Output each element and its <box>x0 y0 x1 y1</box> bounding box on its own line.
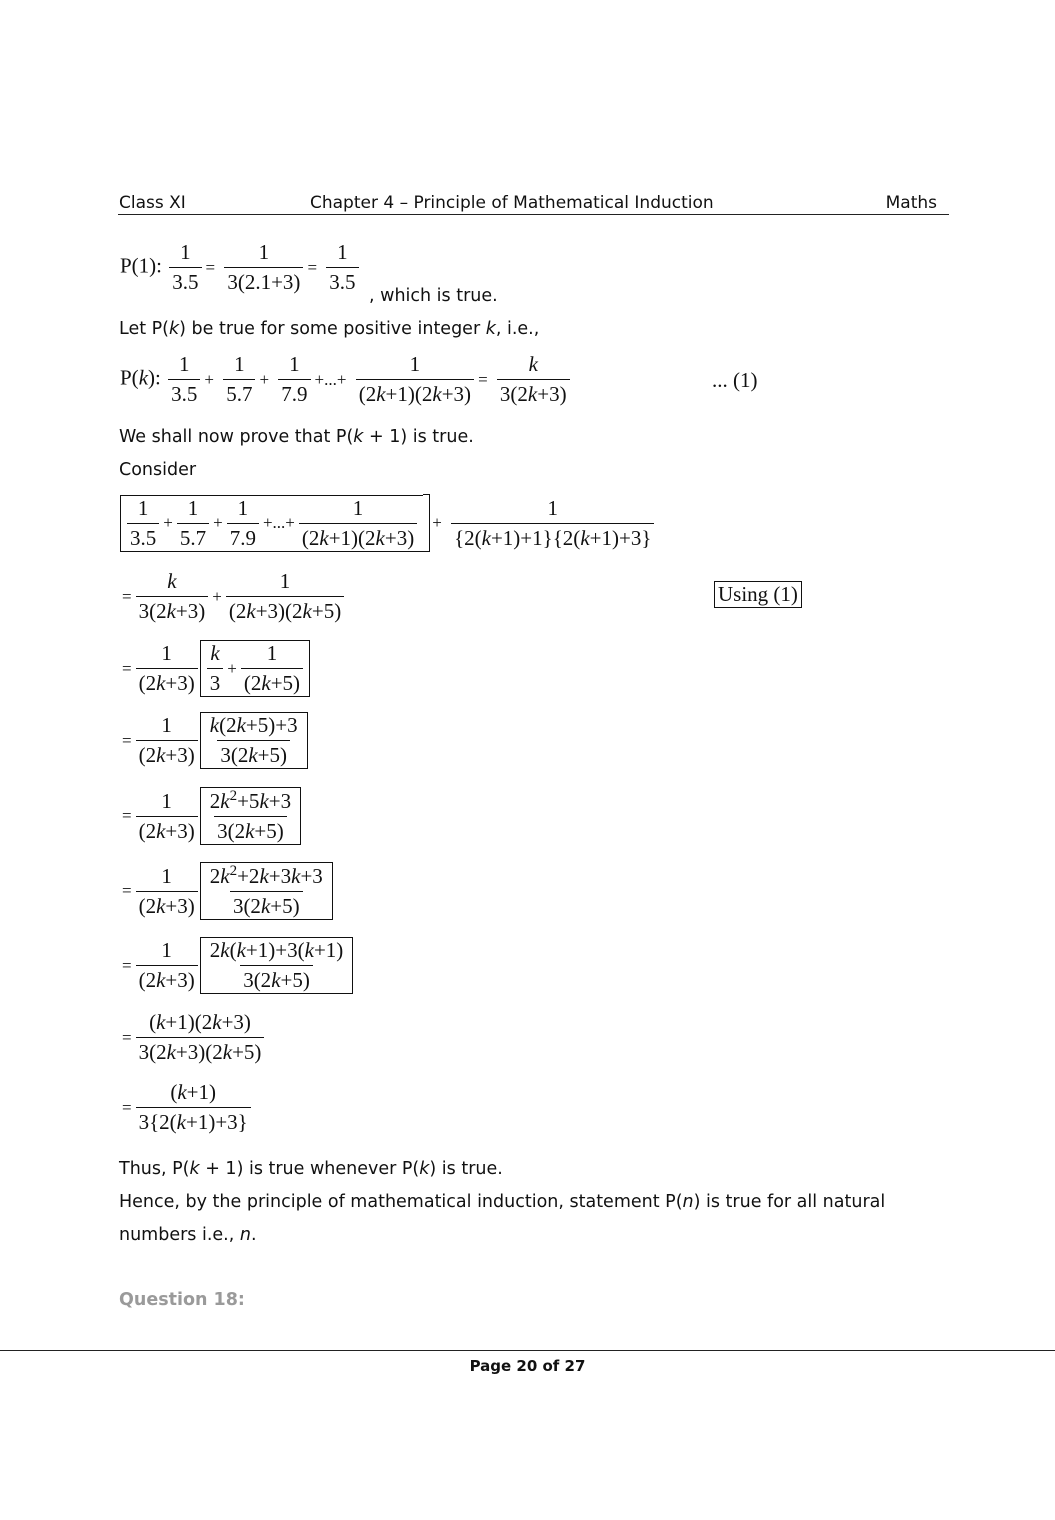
equation-pk: P(k): $\frac{1}{3.5}$ + $\frac{1}{5.7}$ + $\frac{1}{7.9}$ +...+ $\frac{1}{(2k+1)(2k+3)}$ = $\frac{k}{3(2k+3)}$ <box>120 352 572 407</box>
consider-label: Consider <box>119 460 197 480</box>
prove-statement: We shall now prove that P(k + 1) is true. <box>119 427 474 447</box>
conclusion-line-1: Hence, by the principle of mathematical induction, statement P(n) is true for all natural <box>119 1192 886 1212</box>
page-number: Page 20 of 27 <box>469 1357 586 1375</box>
equation-step-4: = $\frac{1}{(2k+3)}$ $\frac{2k^2+5k+3}{3(2k+5)}$ <box>120 787 301 845</box>
question-heading: Question 18: <box>119 1290 245 1310</box>
using-1-note: Using (1) <box>714 580 802 608</box>
subject-label: Maths <box>885 193 937 213</box>
page-header <box>118 192 949 215</box>
equation-consider: $\frac{1}{3.5}$ + $\frac{1}{5.7}$ + $\frac{1}{7.9}$ +...+ $\frac{1}{(2k+1)(2k+3)}$ + $\frac{1}{\{2(k+1)+1\}\{2(k+1)+3\}}$ <box>120 494 656 552</box>
equation-step-1: = $\frac{k}{3(2k+3)}$ + $\frac{1}{(2k+3)(2k+5)}$ <box>120 569 346 624</box>
footer-divider <box>0 1350 1055 1351</box>
p1-suffix: , which is true. <box>369 286 498 306</box>
class-label: Class XI <box>119 193 186 213</box>
conclusion-line-2: numbers i.e., n. <box>119 1225 257 1245</box>
equation-p1: P(1): $\frac{1}{3.5}$ = $\frac{1}{3(2.1+3)}$ = $\frac{1}{3.5}$ <box>120 240 361 295</box>
induction-hypothesis-text: Let P(k) be true for some positive integer k, i.e., <box>119 319 540 339</box>
equation-step-5: = $\frac{1}{(2k+3)}$ $\frac{2k^2+2k+3k+3}{3(2k+5)}$ <box>120 862 333 920</box>
equation-step-7: = $\frac{(k+1)(2k+3)}{3(2k+3)(2k+5)}$ <box>120 1010 266 1065</box>
equation-step-6: = $\frac{1}{(2k+3)}$ $\frac{2k(k+1)+3(k+1)}{3(2k+5)}$ <box>120 937 353 994</box>
equation-step-8: = $\frac{(k+1)}{3\{2(k+1)+3\}}$ <box>120 1080 253 1135</box>
equation-tag-1: ... (1) <box>712 368 758 392</box>
equation-step-2: = $\frac{1}{(2k+3)}$ $\frac{k}{3}$ + $\frac{1}{(2k+5)}$ <box>120 640 310 697</box>
equation-step-3: = $\frac{1}{(2k+3)}$ $\frac{k(2k+5)+3}{3(2k+5)}$ <box>120 712 308 769</box>
chapter-title: Chapter 4 – Principle of Mathematical Induction <box>310 193 714 213</box>
thus-statement: Thus, P(k + 1) is true whenever P(k) is true. <box>119 1159 503 1179</box>
